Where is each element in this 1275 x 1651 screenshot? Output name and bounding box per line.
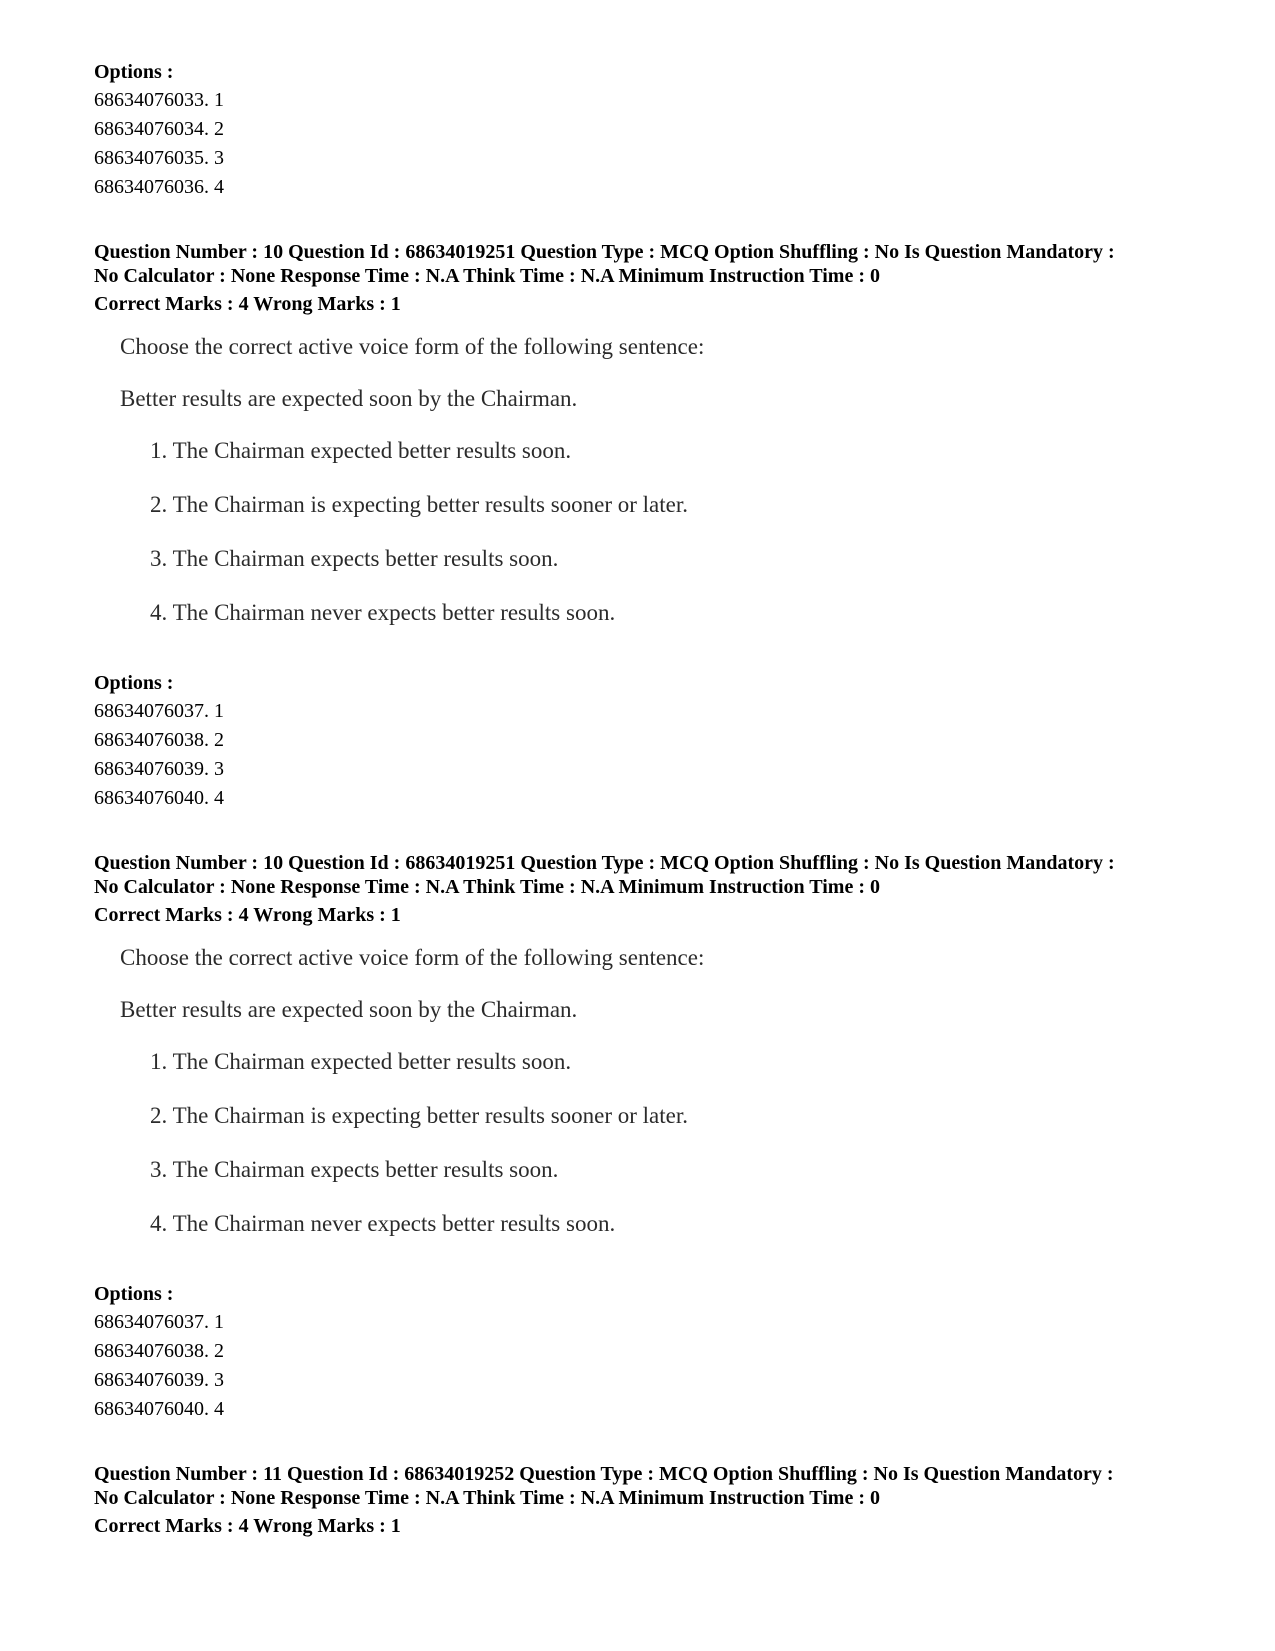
- question-meta-line-1: Question Number : 10 Question Id : 68634019251 Question Type : MCQ Option Shuffling : No Is Question Mandatory :: [94, 852, 1115, 874]
- question-meta-line-2: No Calculator : None Response Time : N.A Think Time : N.A Minimum Instruction Time : 0: [94, 876, 880, 898]
- option-item: 68634076039. 3: [94, 1369, 224, 1391]
- option-item: 68634076039. 3: [94, 758, 224, 780]
- choice-item: 4. The Chairman never expects better results soon.: [150, 600, 616, 625]
- question-header: [94, 240, 1234, 318]
- option-item: 68634076036. 4: [94, 176, 224, 198]
- choice-item: 3. The Chairman expects better results soon.: [150, 546, 559, 571]
- option-item: 68634076040. 4: [94, 787, 224, 809]
- option-item: 68634076038. 2: [94, 729, 224, 751]
- options-block-q9: [94, 58, 1234, 202]
- option-item: 68634076037. 1: [94, 1311, 224, 1333]
- question-sentence: Better results are expected soon by the Chairman.: [120, 997, 578, 1022]
- question-choices: [120, 436, 820, 628]
- question-choices: [120, 1047, 820, 1239]
- options-label: Options :: [94, 1283, 174, 1305]
- option-item: 68634076038. 2: [94, 1340, 224, 1362]
- question-marks: Correct Marks : 4 Wrong Marks : 1: [94, 1515, 401, 1537]
- options-label: Options :: [94, 672, 174, 694]
- question-body: [120, 332, 820, 628]
- options-block: [94, 1280, 1234, 1424]
- choice-item: 2. The Chairman is expecting better results sooner or later.: [150, 1103, 689, 1128]
- question-marks: Correct Marks : 4 Wrong Marks : 1: [94, 904, 401, 926]
- question-meta-line-2: No Calculator : None Response Time : N.A Think Time : N.A Minimum Instruction Time : 0: [94, 1487, 880, 1509]
- question-header: [94, 851, 1234, 929]
- question-marks: Correct Marks : 4 Wrong Marks : 1: [94, 293, 401, 315]
- question-prompt: Choose the correct active voice form of the following sentence:: [120, 945, 705, 970]
- question-meta-line-2: No Calculator : None Response Time : N.A Think Time : N.A Minimum Instruction Time : 0: [94, 265, 880, 287]
- options-label: Options :: [94, 61, 174, 83]
- question-prompt: Choose the correct active voice form of the following sentence:: [120, 334, 705, 359]
- option-item: 68634076034. 2: [94, 118, 224, 140]
- question-body: [120, 943, 820, 1239]
- option-item: 68634076040. 4: [94, 1398, 224, 1420]
- question-header: [94, 1462, 1234, 1540]
- option-item: 68634076037. 1: [94, 700, 224, 722]
- choice-item: 2. The Chairman is expecting better results sooner or later.: [150, 492, 689, 517]
- choice-item: 1. The Chairman expected better results soon.: [150, 438, 572, 463]
- choice-item: 3. The Chairman expects better results soon.: [150, 1157, 559, 1182]
- options-block: [94, 669, 1234, 813]
- question-meta-line-1: Question Number : 10 Question Id : 68634019251 Question Type : MCQ Option Shuffling : No Is Question Mandatory :: [94, 241, 1115, 263]
- question-sentence: Better results are expected soon by the Chairman.: [120, 386, 578, 411]
- choice-item: 4. The Chairman never expects better results soon.: [150, 1211, 616, 1236]
- question-meta-line-1: Question Number : 11 Question Id : 68634019252 Question Type : MCQ Option Shuffling : No Is Question Mandatory :: [94, 1463, 1114, 1485]
- option-item: 68634076033. 1: [94, 89, 224, 111]
- option-item: 68634076035. 3: [94, 147, 224, 169]
- choice-item: 1. The Chairman expected better results soon.: [150, 1049, 572, 1074]
